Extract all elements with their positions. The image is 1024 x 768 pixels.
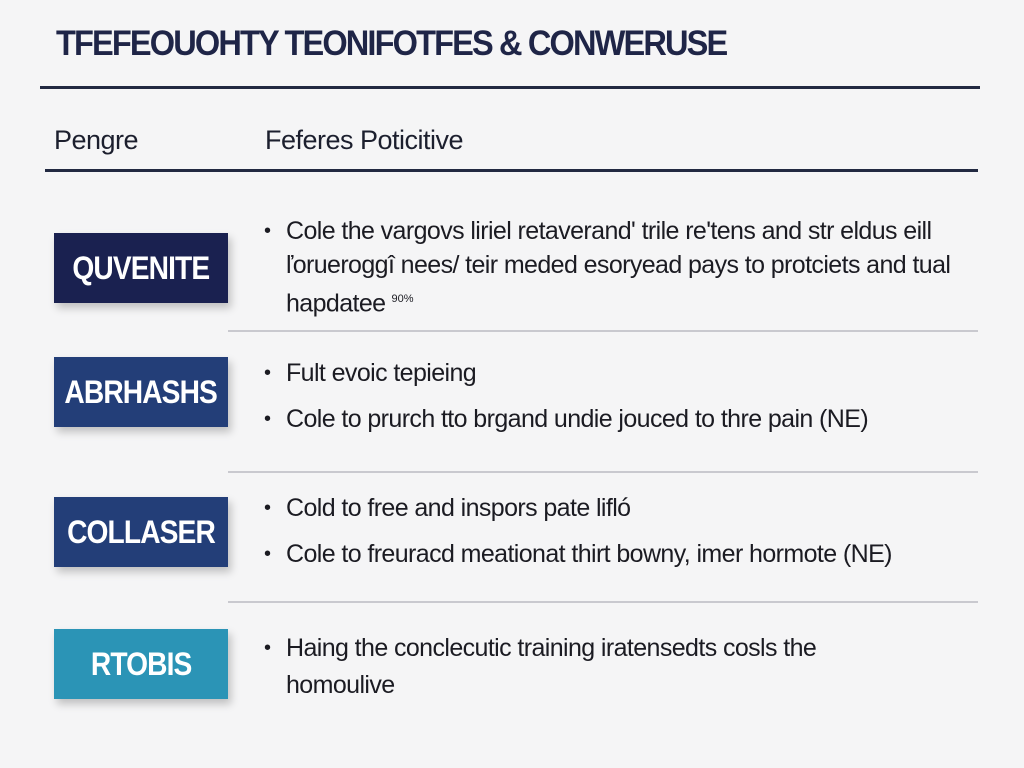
- list-item-text: Cole the vargovs liriel retaverand' trile re'tens and str eldus eill ľorueroggî nees/ teir meded esoryead pays to protciets and tual hapdatee: [286, 217, 951, 318]
- row-divider: [228, 330, 978, 332]
- category-tag-label: QUVENITE: [72, 249, 210, 286]
- list-item: [264, 630, 886, 704]
- list-item-note: 90%: [391, 293, 414, 305]
- header-rule: [45, 169, 978, 172]
- bullet-list: [264, 630, 964, 704]
- column-header-right: Feferes Poticitive: [265, 125, 464, 155]
- list-item: [264, 492, 964, 524]
- list-item-text: Cold to free and inspors pate lifló: [286, 494, 631, 522]
- list-item: [264, 538, 964, 570]
- page-title: TFEFEOUOHTY TEONIFOTFES & CONWERUSE: [56, 24, 727, 63]
- list-item-text: Haing the conclecutic training iratensedts cosls the homoulive: [286, 634, 817, 699]
- list-item-text: Cole to freuracd meationat thirt bowny, imer hormote (NE): [286, 540, 892, 568]
- category-tag-collaser: [54, 497, 228, 567]
- list-item-text: Cole to prurch tto brgand undie jouced to thre pain (NE): [286, 405, 869, 433]
- bullet-list: [264, 214, 964, 320]
- category-tag-abrhashs: [54, 357, 228, 427]
- row-divider: [228, 471, 978, 473]
- category-tag-label: ABRHASHS: [64, 373, 218, 410]
- category-tag-label: RTOBIS: [90, 645, 192, 682]
- row-divider: [228, 601, 978, 603]
- category-tag-label: COLLASER: [67, 513, 215, 550]
- category-tag-quvenite: [54, 233, 228, 303]
- column-header-left: Pengre: [54, 125, 139, 155]
- list-item: [264, 403, 964, 435]
- category-tag-rtobis: [54, 629, 228, 699]
- bullet-list: [264, 492, 964, 570]
- list-item: [264, 357, 964, 389]
- list-item-text: Fult evoic tepieing: [286, 359, 477, 387]
- bullet-list: [264, 357, 964, 435]
- title-rule: [40, 86, 980, 89]
- list-item: [264, 214, 964, 320]
